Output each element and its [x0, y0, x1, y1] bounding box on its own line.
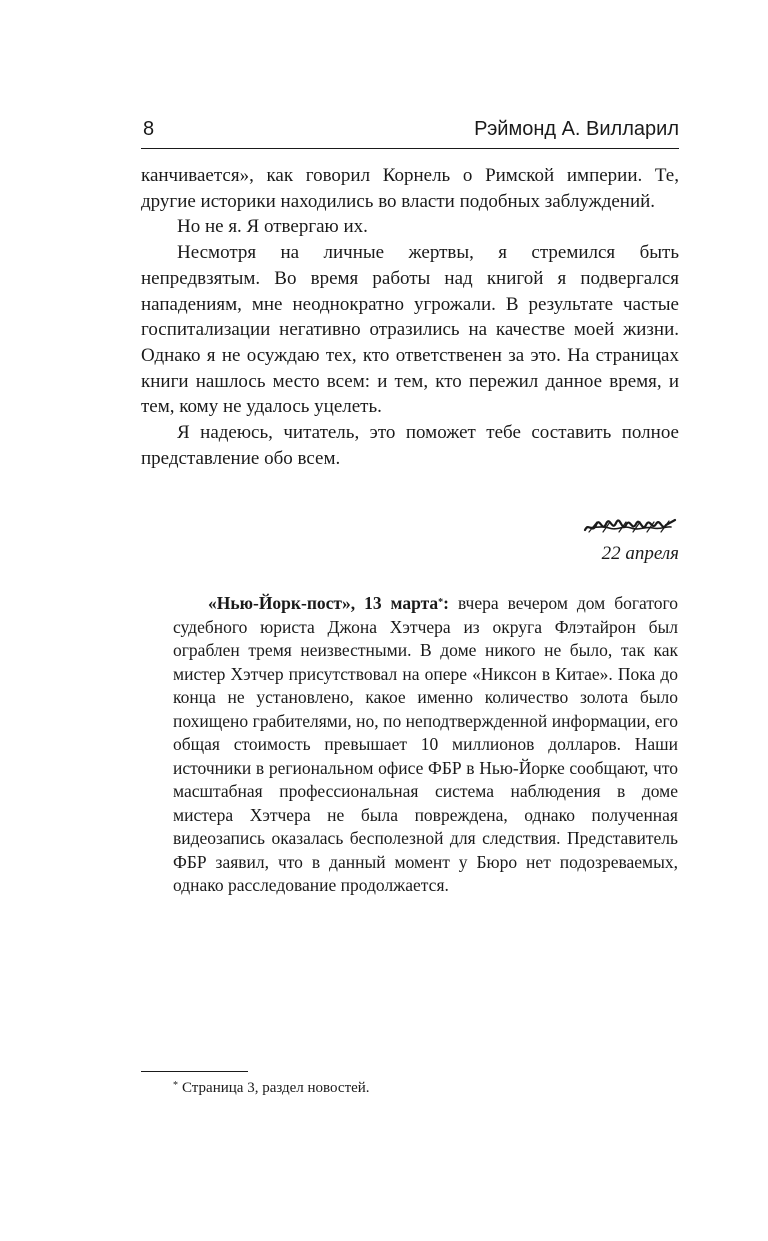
news-text: вчера вечером дом богатого судебного юриста Джона Хэтчера из округа Флэтайрон был ограблен тремя неизвестными. В доме никого не было, так как мистер Хэтчер присутствовал на опере «Никсон в Китае». Пока до конца не установлено, какое именно количество золота было похищено грабителями, но, по неподтвержденной информации, его общая стоимость превышает 10 миллионов долларов. Наши источники в региональном офисе ФБР в Нью-Йорке сообщают, что масштабная профессиональная система наблюдения в доме мистера Хэтчера не была повреждена, однако полученная видеозапись оказалась бесполезной для следствия. Представитель ФБР заявил, что в данный момент у Бюро нет подозреваемых, однако расследование продолжается.	[173, 593, 678, 895]
running-header	[141, 114, 679, 149]
handwritten-signature	[141, 516, 679, 538]
footnote-reference: *	[438, 597, 444, 608]
footnote	[173, 1080, 678, 1097]
paragraph: канчивается», как говорил Корнель о Римской империи. Те, другие историки находились во власти подобных заблуждений.	[141, 165, 679, 212]
footnote-divider	[141, 1071, 248, 1072]
footnote-mark: *	[173, 1080, 178, 1091]
page-number: 8	[143, 118, 155, 140]
signature-date: 22 апреля	[601, 543, 679, 564]
paragraph: Но не я. Я отвергаю их.	[177, 216, 368, 238]
news-quote	[173, 592, 678, 898]
body-text	[141, 163, 679, 471]
running-author: Рэймонд А. Вилларил	[474, 118, 679, 140]
paragraph: Несмотря на личные жертвы, я стремился быть непредвзятым. Во время работы над книгой я подвергался нападениям, мне неоднократно угрожали. В результате частые госпитализации негативно отразились на качестве моей жизни. Однако я не осуждаю тех, кто ответственен за это. На страницах книги нашлось место всем: и тем, кто пережил данное время, и тем, кому не удалось уцелеть.	[141, 242, 679, 418]
paragraph: Я надеюсь, читатель, это поможет тебе составить полное представление обо всем.	[141, 422, 679, 469]
news-source: «Нью-Йорк-пост», 13 марта*:	[208, 593, 449, 613]
footnote-text: Страница 3, раздел новостей.	[182, 1080, 370, 1096]
signature-scribble	[583, 516, 679, 538]
